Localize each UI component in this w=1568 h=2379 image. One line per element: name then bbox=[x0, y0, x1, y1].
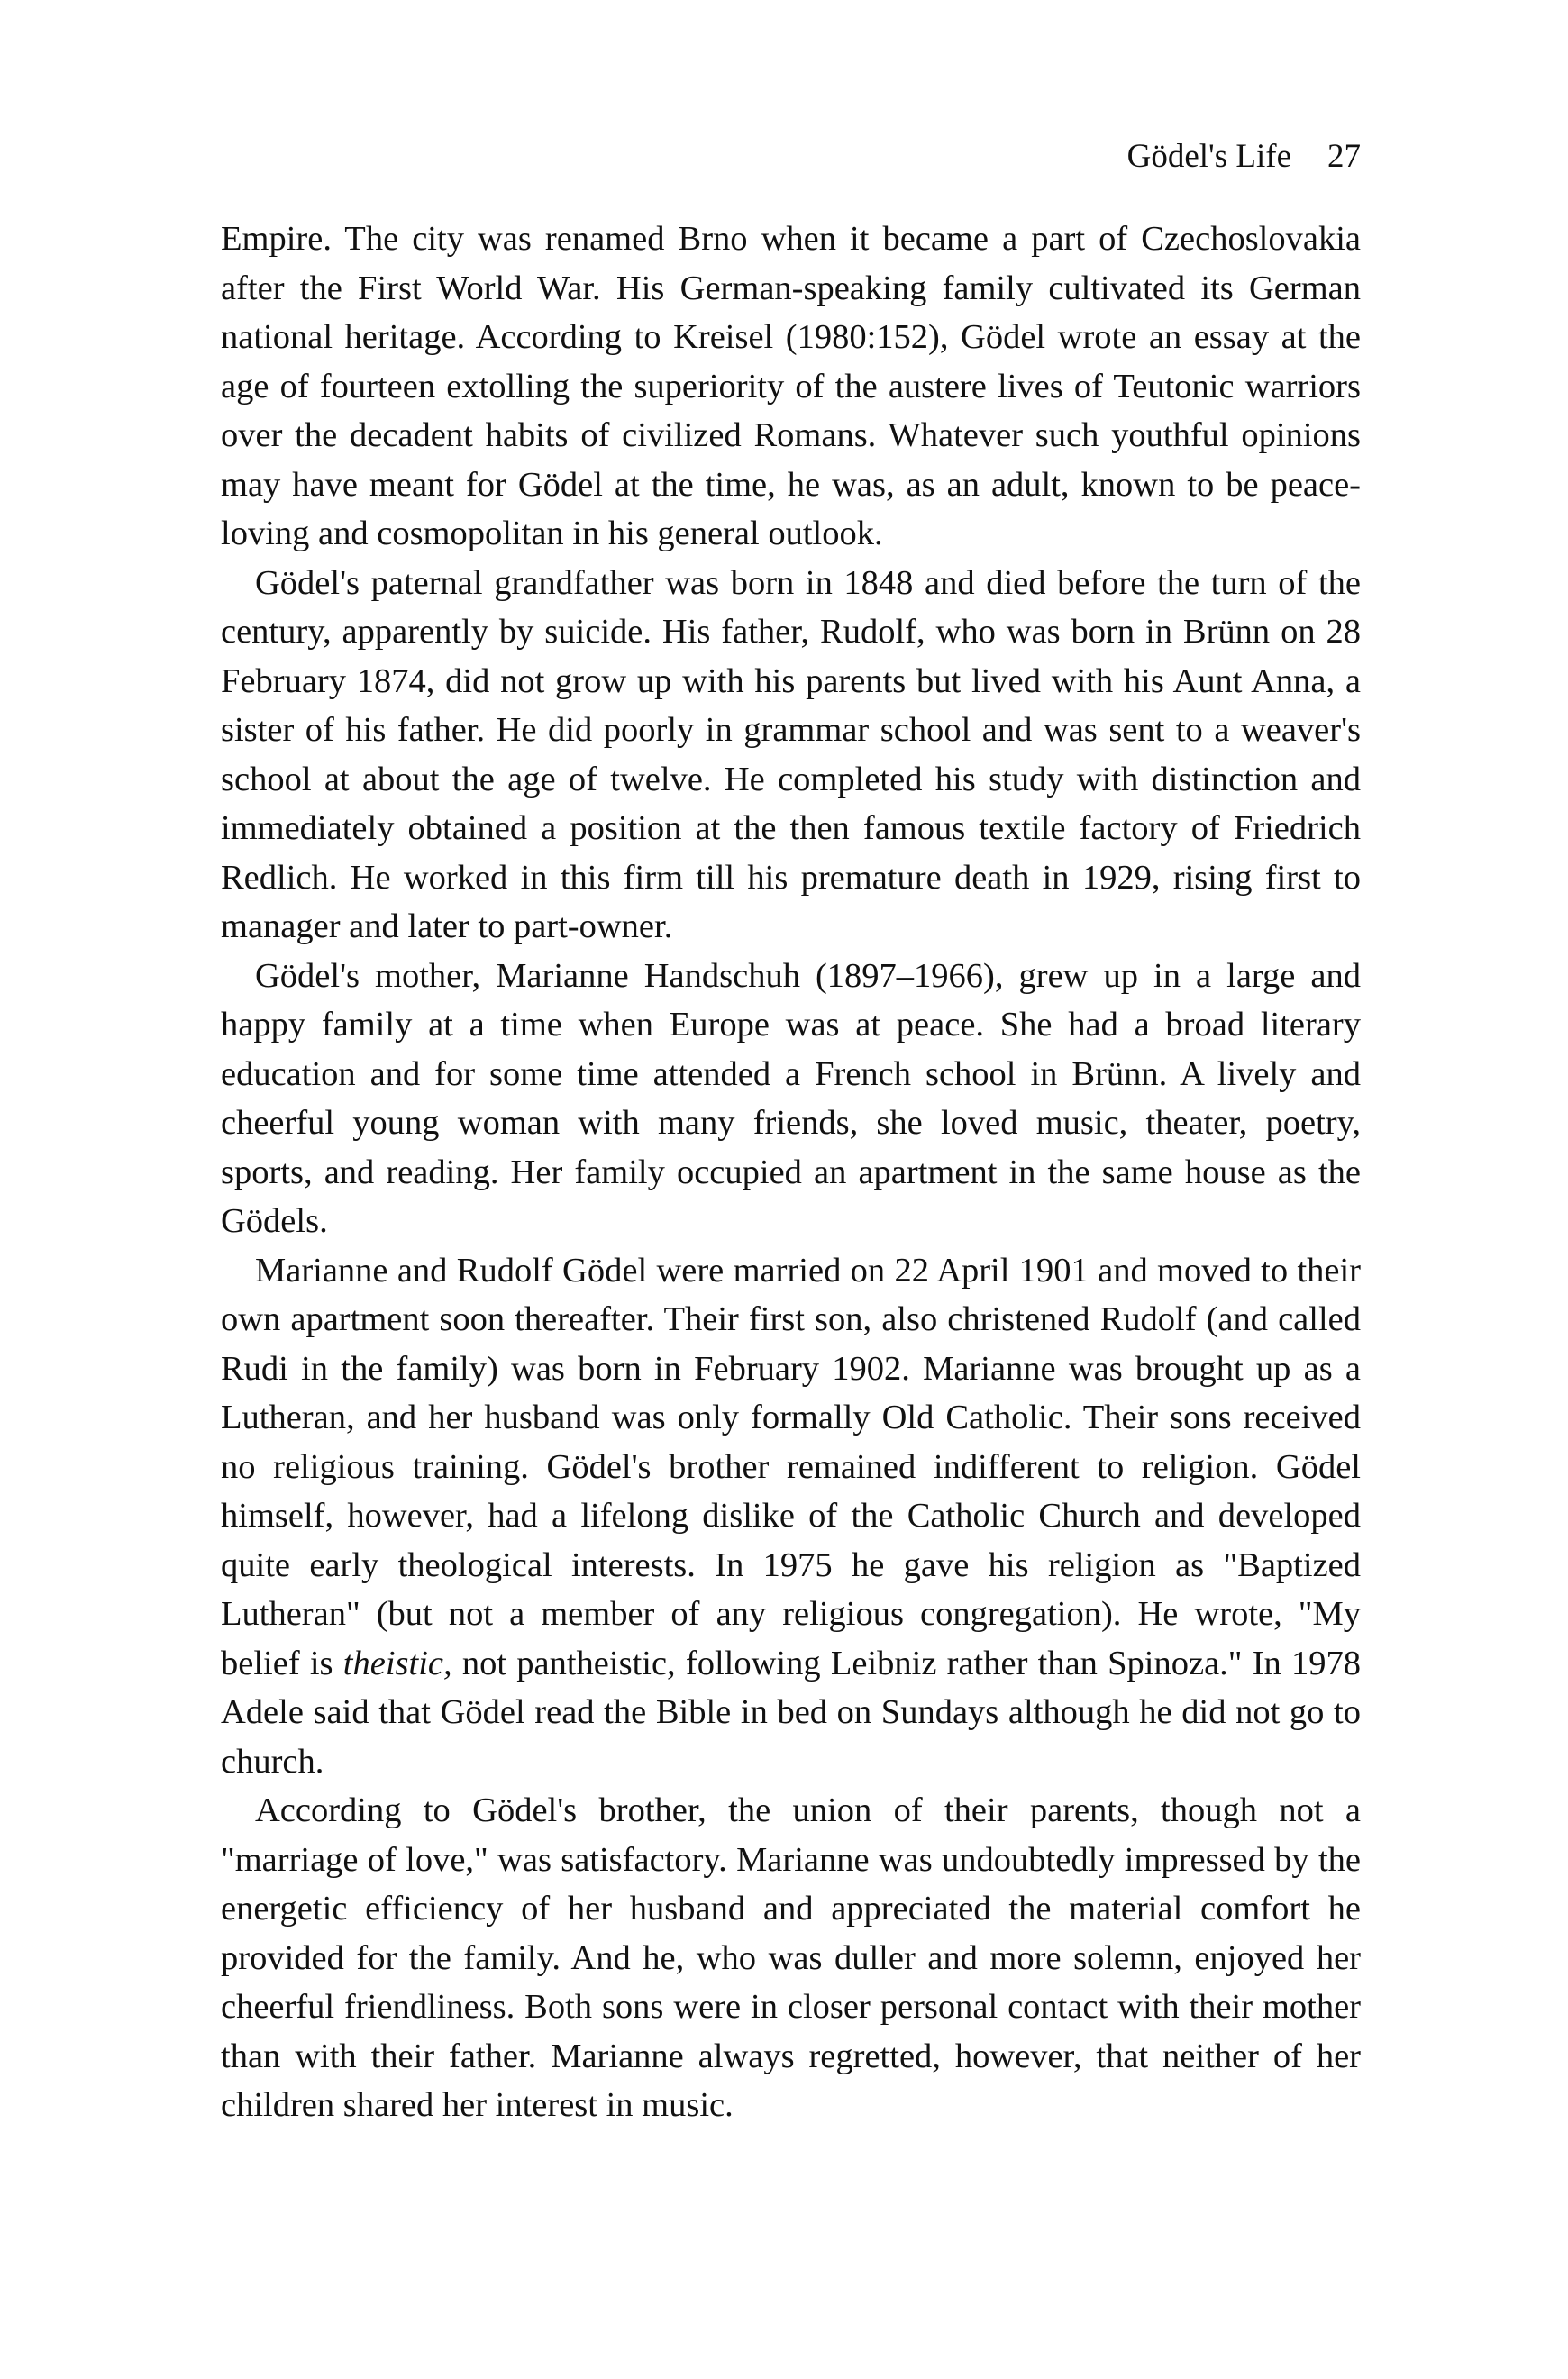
page-number: 27 bbox=[1327, 138, 1361, 175]
paragraph-4 bbox=[221, 1246, 1361, 1787]
paragraph-5: According to Gödel's brother, the union of their parents, though not a "marriage of love," was satisfactory. Marianne was undoubtedly impressed by the energetic efficiency of her husband and appreciated the material comfort he provided for the family. And he, who was duller and more solemn, enjoyed her cheerful friendliness. Both sons were in closer personal contact with their mother than with their father. Marianne always regretted, however, that neither of her children shared her interest in music. bbox=[221, 1791, 1361, 2124]
body-text bbox=[221, 214, 1361, 2130]
running-title: Gödel's Life bbox=[1126, 138, 1291, 175]
paragraph-4-italic: theistic, bbox=[342, 1644, 452, 1682]
paragraph-3: Gödel's mother, Marianne Handschuh (1897–1966), grew up in a large and happy family at a time when Europe was at peace. She had a broad literary education and for some time attended a French school in Brünn. A lively and cheerful young woman with many friends, she loved music, theater, poetry, sports, and reading. Her family occupied an apartment in the same house as the Gödels. bbox=[221, 956, 1361, 1240]
paragraph-1: Empire. The city was renamed Brno when it became a part of Czechoslovakia after the First World War. His German-speaking family cultivated its German national heritage. According to Kreisel (1980:152), Gödel wrote an essay at the age of fourteen extolling the superiority of the austere lives of Teutonic warriors over the decadent habits of civilized Romans. Whatever such youthful opinions may have meant for Gödel at the time, he was, as an adult, known to be peace-loving and cosmopolitan in his general outlook. bbox=[221, 220, 1361, 552]
paragraph-2: Gödel's paternal grandfather was born in 1848 and died before the turn of the century, apparently by suicide. His father, Rudolf, who was born in Brünn on 28 February 1874, did not grow up with his parents but lived with his Aunt Anna, a sister of his father. He did poorly in grammar school and was sent to a weaver's school at about the age of twelve. He completed his study with distinction and immediately obtained a position at the then famous textile factory of Friedrich Redlich. He worked in this firm till his premature death in 1929, rising first to manager and later to part-owner. bbox=[221, 563, 1361, 945]
paragraph-4-part-2: not pantheistic, following Leibniz rather than Spinoza." In 1978 Adele said that Gödel read the Bible in bed on Sundays although he did not go to church. bbox=[221, 1644, 1362, 1781]
paragraph-4-part-1: Marianne and Rudolf Gödel were married on 22 April 1901 and moved to their own apartment soon thereafter. Their first son, also christened Rudolf (and called Rudi in the family) was born in February 1902. Marianne was brought up as a Lutheran, and her husband was only formally Old Catholic. Their sons received no religious training. Gödel's brother remained indifferent to religion. Gödel himself, however, had a lifelong dislike of the Catholic Church and developed quite early theological interests. In 1975 he gave his religion as "Baptized Lutheran" (but not a member of any religious congregation). He wrote, "My belief is bbox=[221, 1251, 1361, 1682]
running-head bbox=[1127, 135, 1361, 178]
